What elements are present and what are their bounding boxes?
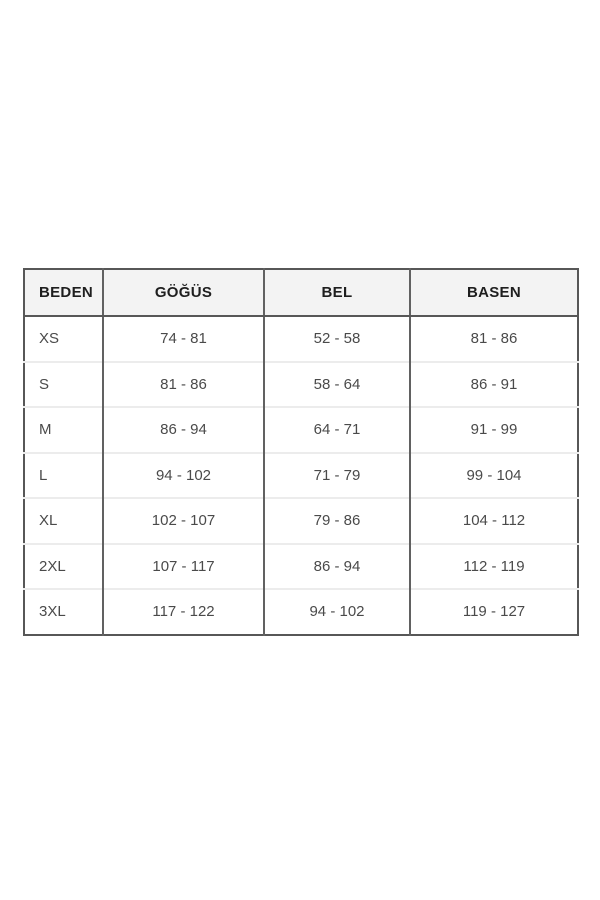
size-label: 3XL (24, 589, 103, 635)
header-row (24, 269, 578, 316)
waist-range: 58 - 64 (264, 362, 410, 408)
hip-range: 86 - 91 (410, 362, 578, 408)
size-label: L (24, 453, 103, 499)
size-chart-table (23, 268, 579, 636)
column-header-bel: BEL (264, 269, 410, 316)
waist-range: 86 - 94 (264, 544, 410, 590)
table-row-m (24, 407, 578, 453)
column-header-basen: BASEN (410, 269, 578, 316)
hip-range: 119 - 127 (410, 589, 578, 635)
chest-range: 86 - 94 (103, 407, 264, 453)
size-label: S (24, 362, 103, 408)
size-label: 2XL (24, 544, 103, 590)
table-row-l (24, 453, 578, 499)
size-label: XS (24, 316, 103, 362)
waist-range: 71 - 79 (264, 453, 410, 499)
chest-range: 74 - 81 (103, 316, 264, 362)
table-row-xs (24, 316, 578, 362)
chest-range: 117 - 122 (103, 589, 264, 635)
column-header-gogus: GÖĞÜS (103, 269, 264, 316)
hip-range: 104 - 112 (410, 498, 578, 544)
waist-range: 64 - 71 (264, 407, 410, 453)
table-row-2xl (24, 544, 578, 590)
table-row-3xl (24, 589, 578, 635)
chest-range: 81 - 86 (103, 362, 264, 408)
hip-range: 99 - 104 (410, 453, 578, 499)
hip-range: 91 - 99 (410, 407, 578, 453)
chest-range: 107 - 117 (103, 544, 264, 590)
size-label: XL (24, 498, 103, 544)
size-label: M (24, 407, 103, 453)
waist-range: 52 - 58 (264, 316, 410, 362)
chest-range: 94 - 102 (103, 453, 264, 499)
waist-range: 94 - 102 (264, 589, 410, 635)
hip-range: 112 - 119 (410, 544, 578, 590)
waist-range: 79 - 86 (264, 498, 410, 544)
column-header-beden: BEDEN (24, 269, 103, 316)
table-row-s (24, 362, 578, 408)
table-row-xl (24, 498, 578, 544)
hip-range: 81 - 86 (410, 316, 578, 362)
chest-range: 102 - 107 (103, 498, 264, 544)
